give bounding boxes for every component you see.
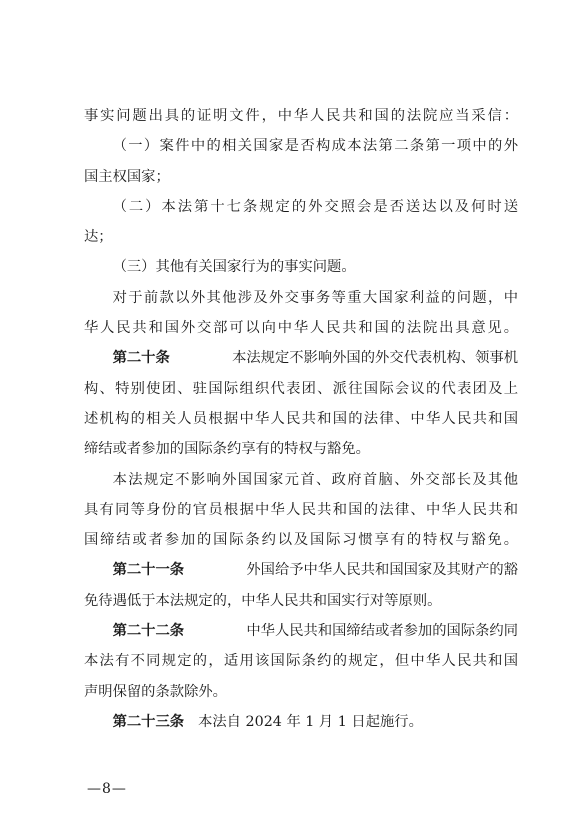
line-text: 构、特别使团、驻国际组织代表团、派往国际会议的代表团及上 — [84, 380, 518, 397]
line-text: 具有同等身份的官员根据中华人民共和国的法律、中华人民共和 — [84, 501, 518, 518]
line-text: 国主权国家； — [84, 168, 170, 185]
line-text: 华人民共和国外交部可以向中华人民共和国的法院出具意见。 — [84, 320, 518, 337]
article-title: 第二十二条 — [112, 623, 185, 640]
line-text: 达； — [84, 229, 113, 246]
line-text: 事实问题出具的证明文件，中华人民共和国的法院应当采信： — [84, 108, 518, 124]
text-line — [84, 649, 518, 673]
text-line — [84, 377, 518, 401]
page-number: —8— — [87, 781, 127, 797]
line-text: （三）其他有关国家行为的事实问题。 — [112, 259, 356, 276]
line-text: 本法规定不影响外国的外交代表机构、领事机 — [232, 350, 518, 367]
text-line — [84, 255, 518, 279]
text-line — [84, 589, 518, 613]
line-text: 国缔结或者参加的国际条约以及国际习惯享有的特权与豁免。 — [84, 532, 518, 549]
text-line — [84, 104, 518, 128]
line-text: 本法有不同规定的，适用该国际条约的规定，但中华人民共和国 — [84, 653, 518, 670]
line-text: 缔结或者参加的国际条约享有的特权与豁免。 — [84, 441, 370, 458]
text-line — [84, 286, 518, 310]
line-text: （一）案件中的相关国家是否构成本法第二条第一项中的外 — [112, 138, 518, 155]
article-line — [84, 558, 518, 582]
text-line — [84, 134, 518, 158]
line-text: 对于前款以外其他涉及外交事务等重大国家利益的问题，中 — [112, 289, 518, 306]
line-text: （二）本法第十七条规定的外交照会是否送达以及何时送 — [112, 198, 518, 215]
article-line — [84, 346, 518, 370]
line-text: 本法自 2024 年 1 月 1 日起施行。 — [198, 713, 423, 730]
text-line — [84, 498, 518, 522]
line-text: 声明保留的条款除外。 — [84, 683, 227, 700]
article-title: 第二十三条 — [112, 713, 185, 730]
text-line — [84, 680, 518, 704]
line-text: 中华人民共和国缔结或者参加的国际条约同 — [246, 623, 518, 640]
article-title: 第二十条 — [112, 350, 170, 367]
text-line — [84, 195, 518, 219]
line-text: 免待遇低于本法规定的，中华人民共和国实行对等原则。 — [84, 592, 442, 609]
article-line — [84, 710, 518, 734]
document-body — [84, 104, 518, 740]
line-text: 述机构的相关人员根据中华人民共和国的法律、中华人民共和国 — [84, 410, 518, 427]
article-line — [84, 619, 518, 643]
text-line — [84, 225, 518, 249]
text-line — [84, 437, 518, 461]
text-line — [84, 528, 518, 552]
text-line — [84, 165, 518, 189]
line-text: 本法规定不影响外国国家元首、政府首脑、外交部长及其他 — [112, 471, 518, 488]
text-line — [84, 468, 518, 492]
text-line — [84, 407, 518, 431]
text-line — [84, 316, 518, 340]
article-title: 第二十一条 — [112, 562, 185, 579]
line-text: 外国给予中华人民共和国国家及其财产的豁 — [246, 562, 518, 579]
